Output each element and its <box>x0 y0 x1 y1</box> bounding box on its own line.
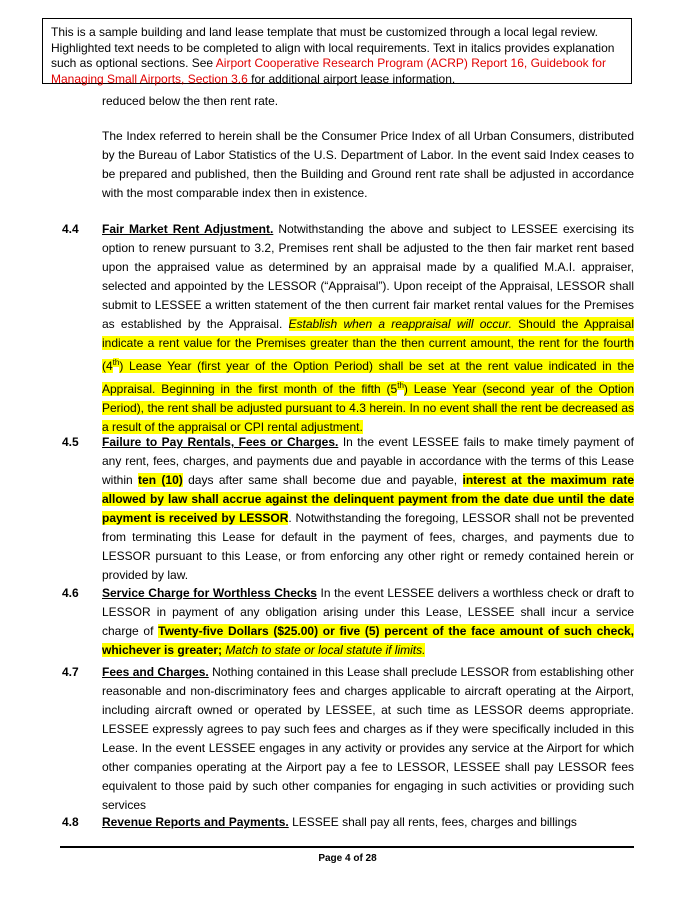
section-4-7-heading: Fees and Charges. <box>102 665 209 679</box>
section-4-8-text: LESSEE shall pay all rents, fees, charges and billings <box>288 815 577 829</box>
section-4-6-charge-highlight: Twenty-five Dollars ($25.00) or five (5) percent of the face amount of such check, whichever is greater; <box>102 624 634 657</box>
carry-over-text: reduced below the then rent rate. <box>102 94 279 108</box>
section-4-4-highlight-2: ) Lease Year (first year of the Option Period) shall be set at the rent value indicated in the Appraisal. Beginning in the first month of the fifth (5 <box>102 359 634 396</box>
index-paragraph: The Index referred to herein shall be the Consumer Price Index of all Urban Consumers, distributed by the Bureau of Labor Statistics of the U.S. Department of Labor. In the event said Index ceases to be prepared and published, then the Building and Ground rent rate shall be adjusted in accordance with the most comparable index then in existence. <box>102 129 634 200</box>
notice-text-end: for additional airport lease information. <box>247 71 456 86</box>
section-4-4-highlight-3: ) Lease Year (second year of the Option Period), the rent shall be adjusted pursuant to 4.3 herein. In no event shall the rent be decreased as a result of the appraisal or CPI rental adjustment. <box>102 382 634 434</box>
section-4-6-heading: Service Charge for Worthless Checks <box>102 586 317 600</box>
section-4-4-italic-note: Establish when a reappraisal will occur. <box>288 317 512 331</box>
section-4-6-body <box>102 584 634 660</box>
notice-text: This is a sample building and land lease template that must be customized through a local legal review. Highlighted text needs to be completed to align with local requirements. Text in italics provides explanation such as optional sections. See <box>51 25 615 70</box>
superscript-th-1: th <box>112 358 120 367</box>
section-4-6-text: In the event LESSEE delivers a worthless check or draft to LESSOR in payment of any obligation arising under this Lease, LESSEE shall incur a service charge of <box>102 586 634 638</box>
section-4-6-italic-note: Match to state or local statute if limits. <box>222 643 426 657</box>
section-4-4-text: Notwithstanding the above and subject to LESSEE exercising its option to renew pursuant to 3.2, Premises rent shall be adjusted to the then fair market rent based upon the appraised value as determined by an appraisal made by a qualified M.A.I. appraiser, selected and appointed by the LESSOR (“Appraisal”). Upon receipt of the Appraisal, LESSOR shall submit to LESSEE a written statement of the then current fair market rental values for the Premises as established by the Appraisal. <box>102 222 634 331</box>
acrp-report-link[interactable]: Airport Cooperative Research Program (ACRP) Report 16, Guidebook for Managing Small Airports, Section 3.6 <box>51 56 606 86</box>
page-number-footer: Page 4 of 28 <box>318 853 377 864</box>
superscript-th-2: th <box>397 381 404 390</box>
section-4-5-body <box>102 433 634 585</box>
footer-divider <box>60 846 634 848</box>
section-4-5-interest-highlight: interest at the maximum rate allowed by law shall accrue against the delinquent payment from the date due until the date payment is received by LESSOR <box>102 473 634 525</box>
section-4-5-text-2: days after same shall become due and payable, <box>182 473 463 487</box>
section-number-4-8: 4.8 <box>62 815 79 829</box>
section-4-5-heading: Failure to Pay Rentals, Fees or Charges. <box>102 435 339 449</box>
section-4-4-highlight-1: Should the Appraisal indicate a rent value for the Premises greater than the then current amount, the rent for the fourth (4 <box>102 317 634 373</box>
section-4-5-days-highlight: ten (10) <box>138 473 183 487</box>
section-4-8-body <box>102 813 634 832</box>
section-4-4-body <box>102 220 634 437</box>
section-4-5-text-1: In the event LESSEE fails to make timely payment of any rent, fees, charges, and payments due and payable in accordance with the terms of this Lease within <box>102 435 634 487</box>
section-number-4-6: 4.6 <box>62 586 79 600</box>
section-number-4-7: 4.7 <box>62 665 79 679</box>
section-4-8-heading: Revenue Reports and Payments. <box>102 815 289 829</box>
section-4-4-heading: Fair Market Rent Adjustment. <box>102 222 274 236</box>
section-number-4-5: 4.5 <box>62 435 79 449</box>
section-4-5-text-3: . Notwithstanding the foregoing, LESSOR shall not be prevented from terminating this Lease for default in the payment of fees, charges, and payments due to LESSOR pursuant to this Lease, or from enforcing any other right or remedy contained herein or provided by law. <box>102 511 634 582</box>
section-4-7-text: Nothing contained in this Lease shall preclude LESSOR from establishing other reasonable and non-discriminatory fees and charges applicable to aircraft operating at the Airport, including aircraft owned or operated by LESSEE, at such time as LESSOR deems appropriate. LESSEE expressly agrees to pay such fees and charges as if they were specifically included in this Lease. In the event LESSEE engages in any activity or provides any service at the Airport for which other companies operating at the Airport pay a fee to LESSOR, LESSEE shall pay LESSOR fees equivalent to those paid by such other companies for engaging in such activities or providing such services <box>102 665 634 812</box>
section-4-7-body <box>102 663 634 815</box>
template-notice-box <box>42 18 632 84</box>
section-number-4-4: 4.4 <box>62 222 79 236</box>
